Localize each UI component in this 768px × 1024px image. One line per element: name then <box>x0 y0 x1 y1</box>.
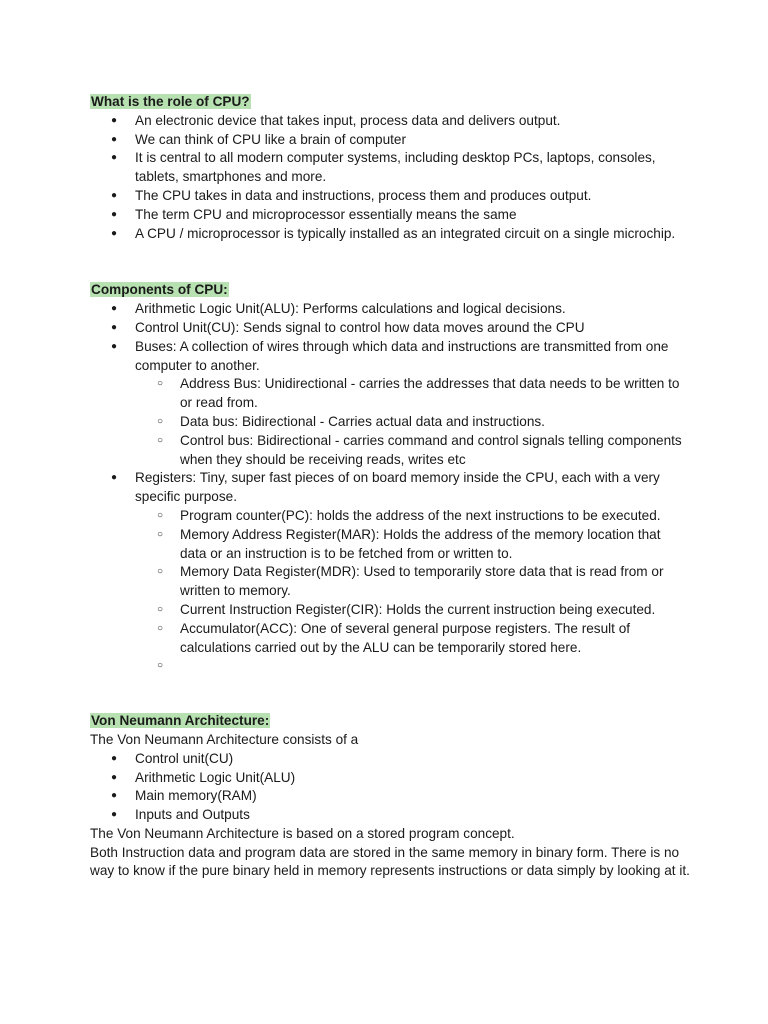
list-item: ● Arithmetic Logic Unit(ALU) <box>90 769 690 788</box>
sublist-item: ○ Data bus: Bidirectional - Carries actual data and instructions. <box>135 413 690 432</box>
register-sublist <box>135 507 690 676</box>
section-cpu-components <box>90 281 690 676</box>
list-item: ● The CPU takes in data and instructions, process them and produces output. <box>90 187 690 206</box>
heading-cpu-components: Components of CPU: <box>91 282 228 298</box>
sublist-item: ○ Address Bus: Unidirectional - carries the addresses that data needs to be written to or read from. <box>135 375 690 413</box>
sublist-item: ○ Control bus: Bidirectional - carries command and control signals telling components when they should be receiving reads, writes etc <box>135 432 690 470</box>
sublist-item: ○ Memory Data Register(MDR): Used to temporarily store data that is read from or written to memory. <box>135 563 690 601</box>
bus-sublist <box>135 375 690 469</box>
list-item-alu: ● Arithmetic Logic Unit(ALU): Performs calculations and logical decisions. <box>90 300 690 319</box>
list-item: ● A CPU / microprocessor is typically installed as an integrated circuit on a single microchip. <box>90 225 690 244</box>
section-von-neumann <box>90 712 690 881</box>
components-list <box>90 300 690 676</box>
cpu-role-list <box>90 112 690 244</box>
list-item: ● Control unit(CU) <box>90 750 690 769</box>
list-item: ● The term CPU and microprocessor essentially means the same <box>90 206 690 225</box>
buses-text: Buses: A collection of wires through which data and instructions are transmitted from one computer to another. <box>135 338 669 373</box>
von-neumann-para-2: Both Instruction data and program data are stored in the same memory in binary form. There is no way to know if the pure binary held in memory represents instructions or data simply by looking at it. <box>90 844 690 879</box>
list-item: ● We can think of CPU like a brain of computer <box>90 131 690 150</box>
list-item: ● Main memory(RAM) <box>90 787 690 806</box>
list-item: ● Inputs and Outputs <box>90 806 690 825</box>
von-neumann-list <box>90 750 690 825</box>
sublist-item: ○ Memory Address Register(MAR): Holds the address of the memory location that data or an instruction is to be fetched from or written to. <box>135 526 690 564</box>
list-item-registers <box>90 469 690 676</box>
document-page <box>90 93 690 881</box>
list-item-cu: ● Control Unit(CU): Sends signal to control how data moves around the CPU <box>90 319 690 338</box>
registers-text: Registers: Tiny, super fast pieces of on board memory inside the CPU, each with a very specific purpose. <box>135 470 660 505</box>
section-cpu-role <box>90 93 690 243</box>
empty-sublist-item <box>135 657 690 676</box>
list-item-buses <box>90 338 690 470</box>
von-neumann-para-1: The Von Neumann Architecture is based on a stored program concept. <box>90 825 515 841</box>
sublist-item: ○ Program counter(PC): holds the address of the next instructions to be executed. <box>135 507 690 526</box>
list-item: ● It is central to all modern computer systems, including desktop PCs, laptops, consoles, tablets, smartphones and more. <box>90 149 690 187</box>
list-item: ● An electronic device that takes input, process data and delivers output. <box>90 112 690 131</box>
von-neumann-intro: The Von Neumann Architecture consists of a <box>90 731 359 747</box>
heading-von-neumann: Von Neumann Architecture: <box>91 713 270 729</box>
heading-cpu-role: What is the role of CPU? <box>91 94 250 109</box>
sublist-item: ○ Current Instruction Register(CIR): Holds the current instruction being executed. <box>135 601 690 620</box>
sublist-item: ○ Accumulator(ACC): One of several general purpose registers. The result of calculations carried out by the ALU can be temporarily stored here. <box>135 620 690 658</box>
